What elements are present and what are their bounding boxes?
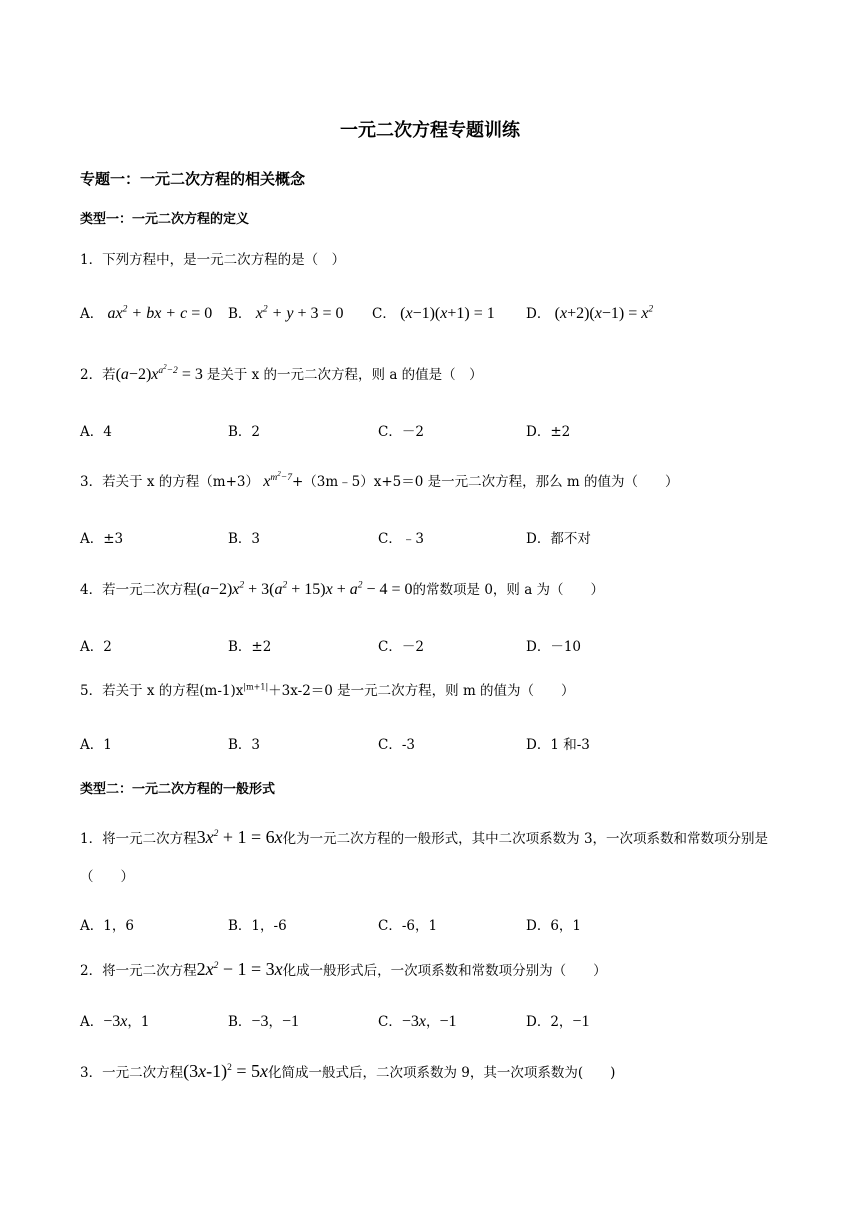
question-2-3: 3．一元二次方程$(3x-1)^2 = 5x$化简成一般式后，二次项系数为 9，其一次项系数为( ) <box>80 1061 616 1081</box>
option-c: C．﹣3 <box>378 531 424 547</box>
option-c: C．-6，1 <box>378 918 438 934</box>
question-1-1-options <box>80 302 780 328</box>
option-d: D．－10 <box>526 639 582 655</box>
option-a: A．1 <box>80 737 112 753</box>
question-1-5-options <box>80 733 780 759</box>
option-b: B． $x^2 + y + 3 = 0$ <box>228 304 344 322</box>
option-d: D． $(x+2)(x-1) = x^2$ <box>526 304 654 322</box>
option-d: D．都不对 <box>526 531 591 547</box>
option-d: D．1 和-3 <box>526 737 590 753</box>
option-d: D．6，1 <box>526 918 582 934</box>
question-1-4: 4．若一元二次方程$(a-2)x^2 + 3(a^2 + 15)x + a^2 - 4 = 0$的常数项是 0，则 a 为（ ） <box>80 580 605 598</box>
question-1-3: 3．若关于 x 的方程（m+3） $x^{m^2-7}+(3m﹣5)x+5=0$ 是一元二次方程，那么 m 的值为（ ） <box>80 469 679 490</box>
option-a: A．−3x，1 <box>80 1013 150 1030</box>
page-title: 一元二次方程专题训练 <box>340 120 520 141</box>
type-heading-definition: 类型一：一元二次方程的定义 <box>80 212 250 227</box>
question-2-2-options <box>80 1010 780 1036</box>
option-b: B．−3，−1 <box>228 1013 299 1030</box>
option-d: D．2，−1 <box>526 1013 590 1030</box>
option-c: C． (x−1)(x+1) = 1 <box>372 305 495 322</box>
type-heading-general-form: 类型二：一元二次方程的一般形式 <box>80 782 276 797</box>
option-b: B．±2 <box>228 639 272 655</box>
option-b: B．1，-6 <box>228 918 287 934</box>
question-1-2-options <box>80 420 780 446</box>
question-2-1: 1．将一元二次方程$3x^2 + 1 = 6x$化为一元二次方程的一般形式，其中二次项系数为 3，一次项系数和常数项分别是（ ） <box>80 827 769 885</box>
question-2-1-options <box>80 914 780 940</box>
option-a: A．4 <box>80 424 112 440</box>
option-a: A．1，6 <box>80 918 134 934</box>
option-b: B．2 <box>228 424 261 440</box>
question-1-1: 1．下列方程中，是一元二次方程的是（ ） <box>80 252 346 268</box>
option-b: B．3 <box>228 737 261 753</box>
question-2-2: 2．将一元二次方程$2x^2 - 1 = 3x$化成一般形式后，一次项系数和常数项分别为（ ） <box>80 959 607 979</box>
question-1-2: 2．若$(a-2)x^{a^2-2} = 3$ 是关于 x 的一元二次方程，则 a 的值是（ ） <box>80 362 483 383</box>
option-c: C．－2 <box>378 424 424 440</box>
question-1-4-options <box>80 635 780 661</box>
option-a: A． $ax^2$ + bx + c = 0 <box>80 304 213 322</box>
option-c: C．−3x，−1 <box>378 1013 457 1030</box>
option-d: D．±2 <box>526 424 571 440</box>
option-a: A．±3 <box>80 531 124 547</box>
option-c: C．-3 <box>378 737 415 753</box>
question-1-3-options <box>80 527 780 553</box>
option-a: A．2 <box>80 639 112 655</box>
topic-heading: 专题一：一元二次方程的相关概念 <box>80 170 306 188</box>
option-b: B．3 <box>228 531 261 547</box>
option-c: C．－2 <box>378 639 424 655</box>
question-1-5: 5．若关于 x 的方程$(m-1)x^{|m+1|}+3x-2=0$ 是一元二次方程，则 m 的值为（ ） <box>80 682 575 699</box>
